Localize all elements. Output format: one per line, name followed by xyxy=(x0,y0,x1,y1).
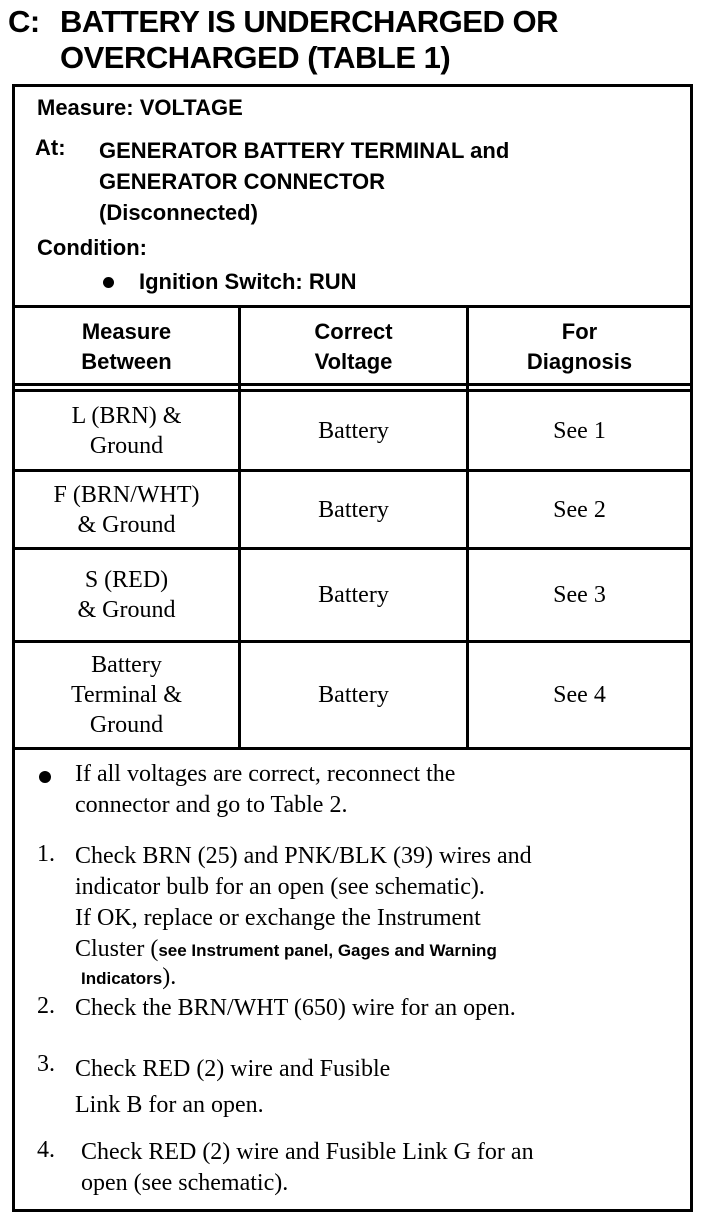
note-number: 3. xyxy=(37,1051,55,1077)
heading-line-1: BATTERY IS UNDERCHARGED OR xyxy=(60,4,558,39)
note-line: Check the BRN/WHT (650) wire for an open. xyxy=(75,995,516,1021)
cell-between xyxy=(15,643,238,747)
header-line: For xyxy=(561,319,598,344)
header-line: Voltage xyxy=(314,349,393,374)
note-item-2 xyxy=(75,993,516,1024)
cell-line: Terminal & xyxy=(71,682,182,708)
header-line: Measure xyxy=(81,319,172,344)
divider xyxy=(15,383,690,386)
note-item-3 xyxy=(75,1051,390,1123)
note-line: open (see schematic). xyxy=(81,1170,289,1196)
note-line: indicator bulb for an open (see schematic). xyxy=(75,874,485,900)
cell-diagnosis: See 1 xyxy=(553,417,606,444)
note-number: 1. xyxy=(37,841,55,867)
note-line: Check BRN (25) and PNK/BLK (39) wires and xyxy=(75,843,532,869)
note-number: 4. xyxy=(37,1137,55,1163)
note-bullet xyxy=(75,759,455,821)
note-item-4 xyxy=(81,1137,534,1199)
cell-line: Battery xyxy=(91,652,162,678)
note-text: ). xyxy=(162,964,177,990)
note-line xyxy=(75,966,532,990)
divider xyxy=(15,747,690,750)
at-line-3: (Disconnected) xyxy=(99,200,258,225)
condition-item: Ignition Switch: RUN xyxy=(139,269,357,294)
note-line xyxy=(75,934,532,966)
cell-line: F (BRN/WHT) xyxy=(53,481,200,508)
cell-voltage: Battery xyxy=(318,417,389,444)
note-line: Link B for an open. xyxy=(75,1092,264,1118)
note-line: If OK, replace or exchange the Instrument xyxy=(75,905,481,931)
section-heading xyxy=(8,4,558,76)
cell-line: & Ground xyxy=(77,511,176,538)
cell-line: Ground xyxy=(89,712,164,738)
header-line: Between xyxy=(81,349,172,374)
at-line-1: GENERATOR BATTERY TERMINAL and xyxy=(99,138,510,163)
cell-line: S (RED) xyxy=(84,567,169,593)
note-line: If all voltages are correct, reconnect the xyxy=(75,761,456,787)
cell-line: Ground xyxy=(89,432,164,459)
cell-voltage: Battery xyxy=(318,582,389,608)
note-number: 2. xyxy=(37,993,55,1019)
bullet-icon xyxy=(103,277,114,288)
condition-label: Condition: xyxy=(37,235,147,260)
cell-diagnosis: See 4 xyxy=(553,682,606,708)
note-reference: see Instrument panel, Gages and Warning xyxy=(158,941,497,960)
cell-voltage: Battery xyxy=(318,496,389,523)
divider xyxy=(15,305,690,308)
header-line: Correct xyxy=(314,319,393,344)
cell-between xyxy=(15,472,238,547)
test-table-box xyxy=(12,84,693,1212)
section-label: C: xyxy=(8,4,40,39)
bullet-icon xyxy=(39,771,51,783)
header-measure-between xyxy=(15,317,238,377)
cell-between xyxy=(15,392,238,469)
measure-label: Measure: VOLTAGE xyxy=(37,95,243,120)
test-conditions xyxy=(15,87,690,305)
cell-between xyxy=(15,550,238,640)
heading-line-2: OVERCHARGED (TABLE 1) xyxy=(60,40,451,75)
at-location xyxy=(99,135,509,228)
header-line: Diagnosis xyxy=(526,349,633,374)
cell-diagnosis: See 2 xyxy=(553,496,606,523)
note-text: Cluster ( xyxy=(75,936,159,962)
header-correct-voltage xyxy=(241,317,466,377)
cell-line: & Ground xyxy=(77,597,176,623)
cell-voltage: Battery xyxy=(318,682,389,708)
note-line: connector and go to Table 2. xyxy=(75,792,348,818)
note-line: Check RED (2) wire and Fusible xyxy=(75,1056,391,1082)
note-line: Check RED (2) wire and Fusible Link G for an xyxy=(81,1139,534,1165)
note-item-1 xyxy=(75,841,532,990)
at-label: At: xyxy=(35,135,66,160)
cell-line: L (BRN) & xyxy=(71,402,182,429)
cell-diagnosis: See 3 xyxy=(553,582,606,608)
at-line-2: GENERATOR CONNECTOR xyxy=(99,169,386,194)
note-reference: Indicators xyxy=(81,969,163,988)
header-for-diagnosis xyxy=(469,317,690,377)
